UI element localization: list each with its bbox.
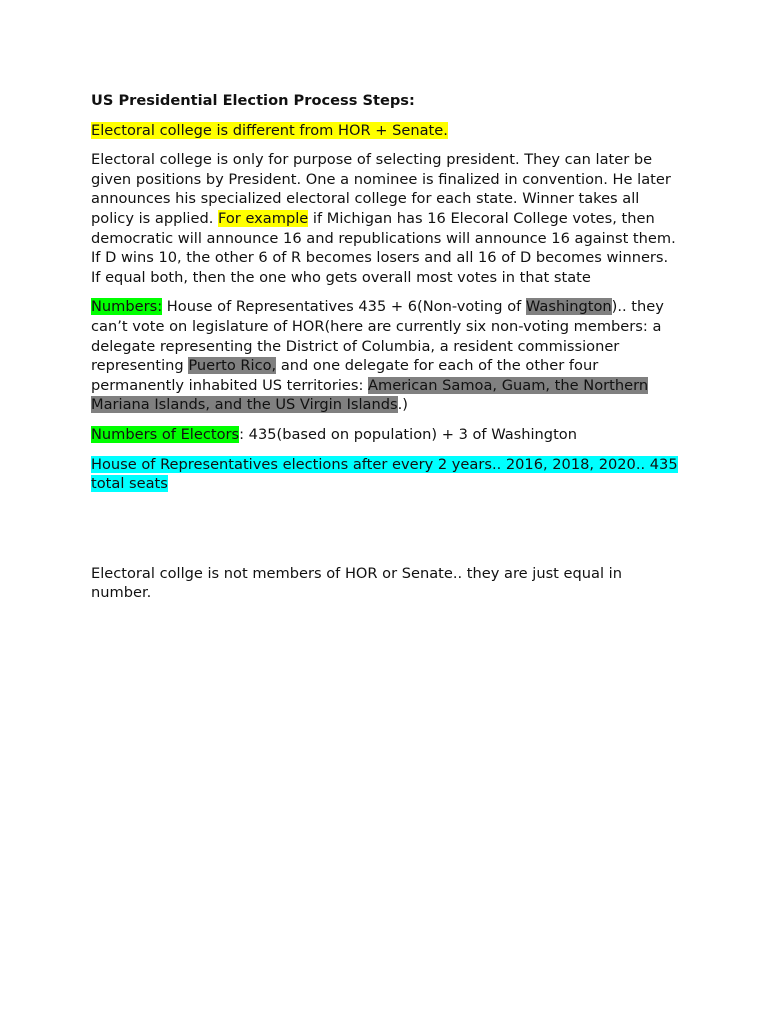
highlight-for-example: For example — [218, 209, 309, 227]
highlight-washington: Washington — [525, 298, 612, 316]
paragraph-hor-elections — [91, 455, 681, 494]
document-title: US Presidential Election Process Steps: — [91, 92, 415, 109]
numbers-text-4: .) — [397, 396, 408, 414]
numbers-text-3: and one delegate for each of the other four permanently inhabited US territories: — [91, 357, 599, 394]
numbers-text-1: House of Representatives 435 + 6(Non-voting of — [162, 298, 526, 316]
numbers-text-2: ).. they can’t vote on legislature of HOR(here are currently six non-voting members: a delegate representing the District of Columbia, a resident commissioner representing — [91, 298, 664, 375]
blank-gap — [91, 504, 681, 564]
highlight-territories: American Samoa, Guam, the Northern Mariana Islands, and the US Virgin Islands — [91, 376, 649, 414]
paragraph-electors — [91, 425, 681, 445]
document-body — [91, 91, 681, 613]
highlight-hor-senate: Electoral college is different from HOR + Senate. — [91, 121, 448, 139]
highlight-puerto-rico: Puerto Rico, — [188, 357, 277, 375]
paragraph-numbers — [91, 297, 681, 415]
electoral-college-text-1: Electoral college is only for purpose of selecting president. They can later be given positions by President. One a nominee is finalized in convention. He later announces his specialized electoral college for each state. Winner takes all policy is applied. — [91, 151, 671, 227]
electoral-college-text-2: if Michigan has 16 Elecoral College votes, then democratic will announce 16 and republications will announce 16 against them. If D wins 10, the other 6 of R becomes losers and all 16 of D becomes winners. If equal both, then the one who gets overall most votes in that state — [91, 209, 676, 286]
paragraph-hor-senate — [91, 121, 681, 141]
highlight-numbers-label: Numbers: — [91, 298, 163, 316]
highlight-electors-label: Numbers of Electors — [91, 425, 240, 443]
highlight-hor-elections: House of Representatives elections after every 2 years.. 2016, 2018, 2020.. 435 total seats — [91, 455, 678, 493]
paragraph-electoral-not-members: Electoral collge is not members of HOR or Senate.. they are just equal in number. — [91, 564, 622, 602]
electors-text: : 435(based on population) + 3 of Washington — [239, 425, 577, 443]
paragraph-electoral-college — [91, 150, 681, 287]
